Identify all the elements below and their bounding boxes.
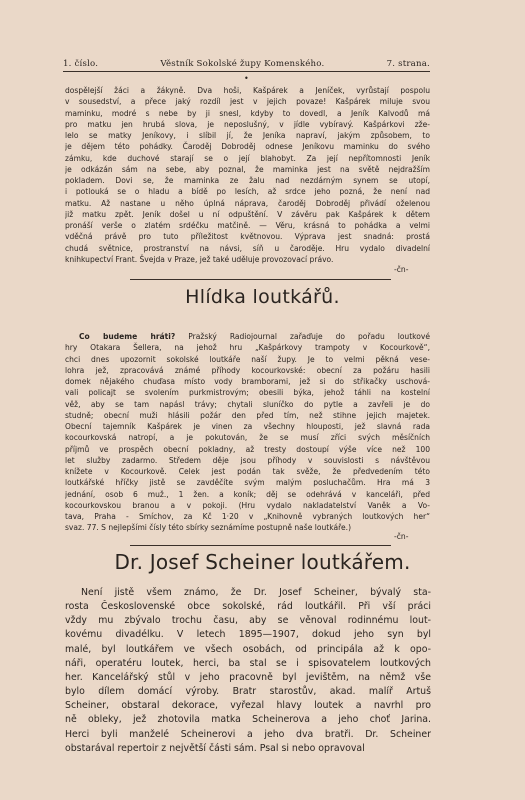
text-line: již matku zpět. Jeník došel u ní odpuštění. V závěru pak Kašpárek k dětem bbox=[65, 209, 430, 219]
text-line: kocourkovská natropí, a je pokutován, že se musí zříci svých měsíčních bbox=[65, 433, 430, 443]
text-line: matku. Až nastane u něho úplná náprava, čaroděj Dobroděj přivádí oželenou bbox=[65, 198, 430, 208]
text-line: zámku, kde duchové starají se o její blahobyt. Za její nepřítomnosti Jeník bbox=[65, 153, 430, 163]
text-line: let služby zadarmo. Středem děje jsou příhody v souvislosti s návštěvou bbox=[65, 455, 430, 465]
text-line: vděčná právě pro tuto příležitost květnovou. Výprava jest snadná: prostá bbox=[65, 232, 430, 242]
hlidka-heading: Hlídka loutkářů. bbox=[185, 286, 340, 308]
text-line: ně obleky, jež zhotovila matka Scheinerova a jeho choť Jarina. bbox=[65, 714, 431, 726]
text-line: věž, aby se tam napásl trávy; chytali sluníčko do pytle a zavřeli je do bbox=[65, 399, 430, 409]
story-paragraph bbox=[65, 85, 430, 265]
text-line: bylo dílem domácí výroby. Bratr starostův, akad. malíř Artuš bbox=[65, 686, 431, 698]
text-line: svaz. 77. S nejlepšími čísly této sbírky seznámíme postupně naše loutkáře.) bbox=[65, 523, 352, 533]
section-divider-2 bbox=[130, 545, 391, 546]
page-header bbox=[63, 59, 430, 69]
scheiner-section bbox=[65, 586, 431, 756]
hlidka-paragraph bbox=[65, 331, 430, 534]
text-line: lohra jež, zpracovává známé příhody kocourkovské: obecní za požáru hasili bbox=[65, 365, 430, 375]
scheiner-paragraph bbox=[65, 586, 431, 756]
text-line: kocourkovskou branou a v pokoji. (Hru vydalo nakladatelství Vaněk a Vo- bbox=[65, 500, 430, 510]
journal-title: Věstník Sokolské župy Komenského. bbox=[160, 59, 325, 69]
text-line: chudá světnice, prostranství na návsi, síň u čaroděje. Hru vydalo divadelní bbox=[65, 243, 430, 253]
story-section bbox=[65, 85, 430, 265]
text-line bbox=[65, 331, 430, 342]
text-line: lelo se matky Jeníkovy, i slíbil jí, že Jeníka napraví, jakým způsobem, to bbox=[65, 131, 430, 140]
text-line: pronáší verše o zlatém srdéčku matčině. — Věru, krásná to pohádka a velmi bbox=[65, 221, 430, 230]
text-line: studně; obecní muži hlásili požár den před tím, než stihne jejich majetek. bbox=[65, 410, 430, 420]
text-line: vždy mu zbývalo trochu času, aby se věnoval rodinnému lout- bbox=[65, 615, 431, 627]
text-line: pokladem. Dovi se, že maminka ze žalu nad nezdárným synem se utopí, bbox=[65, 176, 430, 185]
text-line: kovému divadélku. V letech 1895—1907, dokud jeho syn byl bbox=[65, 629, 431, 641]
text-line: Obecní tajemník Kašpárek je vinen za všechny hlouposti, jež slavná rada bbox=[65, 422, 430, 431]
text-line: je odkázán sám na sebe, aby poznal, že maminka jest na světě nejdražším bbox=[65, 164, 430, 174]
text-line: náři, operatéru loutek, herci, ba stal se i spisovatelem loutkových bbox=[65, 657, 431, 669]
text-line: v sousedství, a přece jaký rozdíl jest v jejich povaze! Kašpárek miluje svou bbox=[65, 97, 430, 107]
text-line: příjmů ve prospěch obecní pokladny, až tresty dostoupí výše více než 100 bbox=[65, 444, 430, 454]
text-line: loutkářské hříčky jistě se zavděčíte svým malým posluchačům. Hra má 3 bbox=[65, 478, 430, 488]
text-line: her. Kancelářský stůl v jeho pracovně byl jevištěm, na němž vše bbox=[65, 671, 431, 683]
text-line: jednání, osob 6 muž., 1 žen. a koník; děj se odehrává v kanceláři, před bbox=[65, 489, 430, 499]
text-line: malé, byl loutkářem ve všech osobách, od principála až k opo- bbox=[65, 643, 431, 655]
text-line: i potlouká se o hladu a bídě po lesích, až srdce jeho pozná, že není nad bbox=[65, 187, 430, 197]
text-line: Herci byli manželé Scheinerovi a jeho dva bratři. Dr. Scheiner bbox=[65, 728, 431, 740]
hlidka-section bbox=[65, 331, 430, 534]
text-line: je dějem této pohádky. Čaroděj Dobroděj odnese Jeníkovu maminku do svého bbox=[65, 142, 430, 152]
text-line: hry Otakara Šellera, na jehož hru „Kašpárkovy trampoty v Kocourkově“, bbox=[65, 343, 430, 353]
scheiner-heading: Dr. Josef Scheiner loutkářem. bbox=[114, 550, 411, 574]
text-line: knihkupectví Frant. Švejda v Praze, jež také uděluje provozovací právo. bbox=[65, 254, 334, 264]
text-line: obstarával repertoir z největší části sám. Psal si nebo opravoval bbox=[65, 742, 365, 754]
text-line: tava, Praha - Smíchov, za Kč 1·20 v „Knihovně vybraných loutkových her“ bbox=[65, 512, 430, 521]
text-line: chci dnes upozornit sokolské loutkáře naší župy. Je to velmi pěkná vese- bbox=[65, 354, 430, 364]
story-signature: -čn- bbox=[394, 265, 409, 274]
text-line: vali policajt se svolením purkmistrovým; obesili býka, jehož táhli na kostelní bbox=[65, 388, 430, 398]
text-line: domek nějakého chuďasa místo vody bramborami, jež si do střikačky uschová- bbox=[65, 377, 430, 386]
hlidka-signature: -čn- bbox=[394, 532, 409, 541]
text-line: Není jistě všem známo, že Dr. Josef Scheiner, bývalý sta- bbox=[81, 587, 431, 598]
text-line: Scheiner, obstaral dekorace, vyřezal hlavy loutek a navrhl pro bbox=[65, 700, 431, 712]
text-line: rosta Československé obce sokolské, rád loutkářil. Při vší práci bbox=[65, 601, 431, 613]
header-divider bbox=[63, 71, 430, 72]
text-line: knížete v Kocourkově. Celek jest podán tak svěže, že předvedením této bbox=[65, 467, 430, 476]
lead-question: Co budeme hráti? bbox=[79, 332, 176, 341]
issue-number: 1. číslo. bbox=[63, 59, 99, 69]
page-number: 7. strana. bbox=[386, 59, 430, 69]
text-line: dospělejší žáci a žákyně. Dva hoši, Kašpárek a Jeníček, vyrůstají pospolu bbox=[65, 86, 430, 95]
section-divider bbox=[130, 279, 391, 280]
text-fragment: Pražský Radiojournal zařaďuje do pořadu loutkové bbox=[175, 332, 430, 341]
text-line: maminku, modré s nebe by ji snesl, kdyby to dovedl, a Jeník Kalvodů má bbox=[65, 108, 430, 118]
header-bullet: • bbox=[244, 74, 249, 83]
text-line: pro matku jen hrubá slova, je neposlušný, v jídle vybíravý. Kašpárkovi zže- bbox=[65, 119, 430, 129]
